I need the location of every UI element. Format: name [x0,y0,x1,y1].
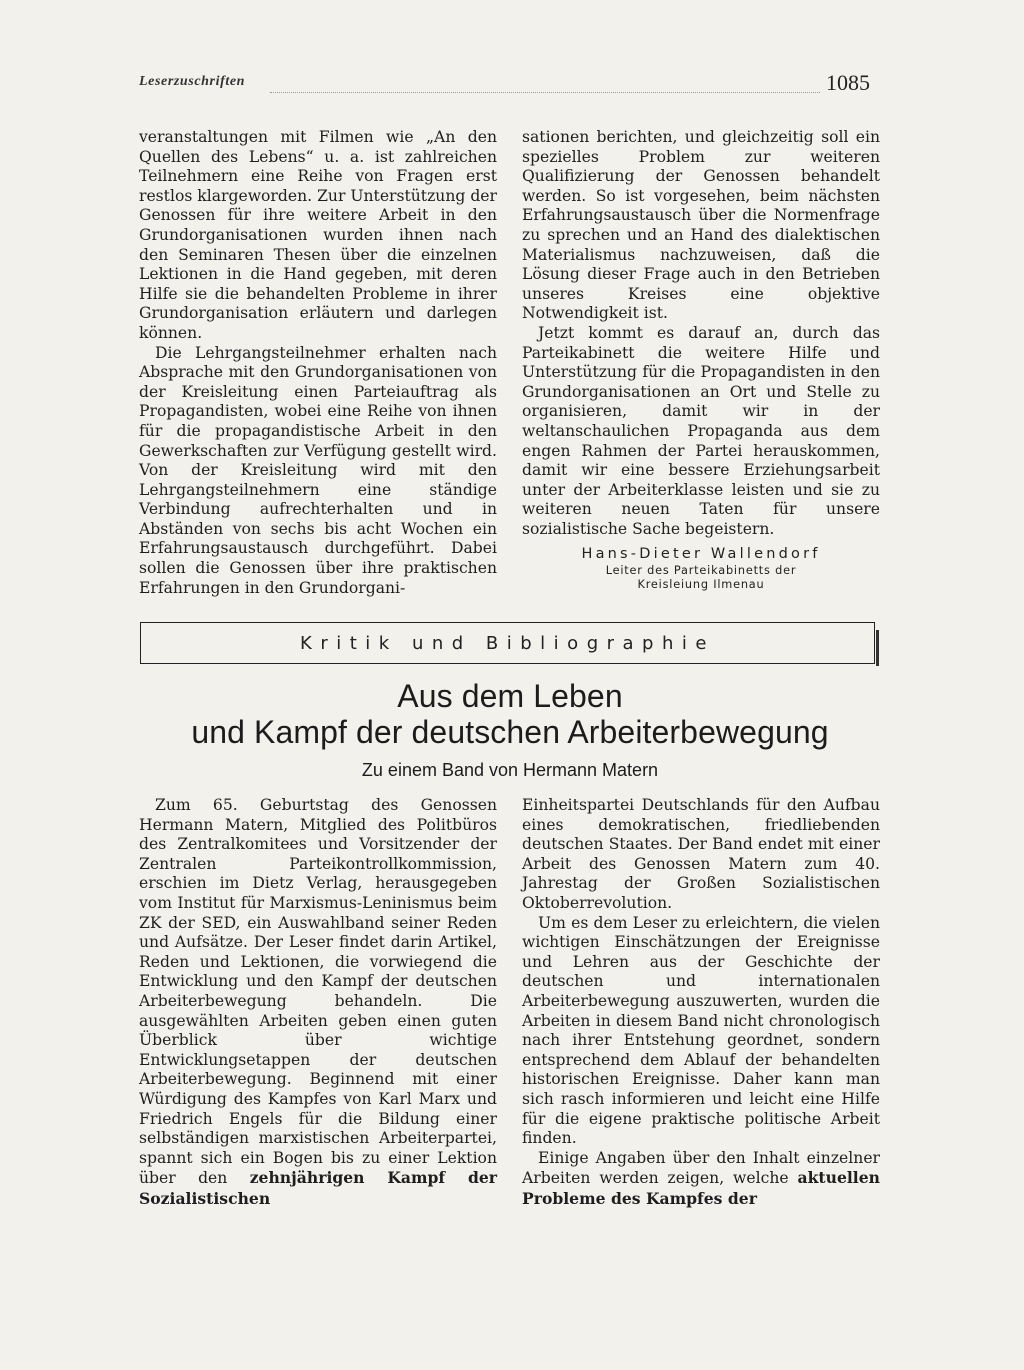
signature-role: Leiter des Parteikabinetts der [605,564,797,577]
page-number: 1085 [826,70,870,95]
signature-name: Hans-Dieter Wallendorf [581,546,821,562]
article-column-right [522,796,880,1209]
running-head: Leserzuschriften [139,74,246,89]
section-heading: Kritik und Bibliographie [300,633,715,654]
article-title [140,678,880,750]
article-paragraph: Um es dem Leser zu erleichtern, die vielen wichtigen Einschätzungen der Ereignisse und Lehren aus der Geschichte der deutschen und internationalen Arbeiterbewegung auszuwerten, wurden die Arbeiten in diesem Band nicht chronologisch nach ihrer Entstehung geordnet, sondern entsprechend dem Ablauf der behandelten historischen Ereignisse. Daher kann man sich rasch informieren und leicht eine Hilfe für die eigene praktische politische Arbeit finden. [522,913,880,1148]
article-paragraph: Einheitspartei Deutschlands für den Aufbau eines demokratischen, friedliebenden deutschen Staates. Der Band endet mit einer Arbeit des Genossen Matern zum 40. Jahrestag der Großen Sozialistischen Oktoberrevolution. [522,796,880,912]
letter-paragraph: Jetzt kommt es darauf an, durch das Parteikabinett die weitere Hilfe und Unterstützung für die Propagandisten in den Grundorganisationen an Ort und Stelle zu organisieren, damit wir in der weltanschaulichen Propaganda aus dem engen Rahmen der Partei herauskommen, damit wir eine bessere Erziehungsarbeit unter der Arbeiterklasse leisten und sie zu weiteren neuen Taten für unsere sozialistische Sache begeistern. [522,323,880,538]
letter-paragraph: sationen berichten, und gleichzeitig soll ein spezielles Problem zur weiteren Qualifizierung der Genossen behandelt werden. So ist vorgesehen, beim nächsten Erfahrungsaustausch über die Normenfrage zu sprechen und an Hand des dialektischen Materialismus nachzuweisen, daß die Lösung dieser Frage auch in den Betrieben unseres Kreises eine objektive Notwendigkeit ist. [522,128,880,323]
letter-column-left [139,128,497,598]
article-column-left [139,796,497,1209]
article-bold-text: aktuellen Probleme des Kampfes der [522,1168,880,1208]
article-paragraph [522,1149,880,1210]
letter-signature [522,544,880,592]
article-bold-text: zehnjährigen Kampf der Sozialistischen [139,1168,497,1208]
article-paragraph [139,796,497,1209]
article-title-line-2: und Kampf der deutschen Arbeiterbewegung [191,714,829,750]
article-title-line-1: Aus dem Leben [397,678,623,714]
article-text: Einige Angaben über den Inhalt einzelner Arbeiten werden zeigen, welche [522,1148,880,1188]
letter-paragraph: Die Lehrgangsteilnehmer erhalten nach Absprache mit den Grundorganisationen von der Kreisleitung einen Parteiauftrag als Propagandisten, wobei eine Reihe von ihnen für die propagandistische Arbeit in den Gewerkschaften zur Verfügung gestellt wird. Von der Kreisleitung wird mit den Lehrgangsteilnehmern eine ständige Verbindung aufrechterhalten und in Abständen von sechs bis acht Wochen ein Erfahrungsaustausch durchgeführt. Dabei sollen die Genossen über ihre praktischen Erfahrungen in den Grundorgani- [139,343,497,597]
section-heading-shadow [876,630,879,666]
article-text: Zum 65. Geburtstag des Genossen Hermann Matern, Mitglied des Politbüros des Zentralkomitees und Vorsitzender der Zentralen Parteikontrollkommission, erschien im Dietz Verlag, herausgegeben vom Institut für Marxismus-Leninismus beim ZK der SED, ein Auswahlband seiner Reden und Aufsätze. Der Leser findet darin Artikel, Reden und Lektionen, die vorwiegend die Entwicklung und den Kampf der deutschen Arbeiterbewegung behandeln. Die ausgewählten Arbeiten geben einen guten Überblick über wichtige Entwicklungsetappen der deutschen Arbeiterbewegung. Beginnend mit einer Würdigung des Kampfes von Karl Marx und Friedrich Engels für die Bildung einer selbständigen marxistischen Arbeiterpartei, spannt sich ein Bogen bis zu einer Lektion über den [139,796,497,1188]
header-rule [270,92,820,93]
article-subtitle: Zu einem Band von Hermann Matern [361,760,659,780]
signature-organization: Kreisleiung Ilmenau [637,578,765,591]
letter-column-right [522,128,880,539]
letter-paragraph: veranstaltungen mit Filmen wie „An den Quellen des Lebens“ u. a. ist zahlreichen Teilnehmern eine Reihe von Fragen erst restlos klargeworden. Zur Unterstützung der Genossen für ihre weitere Arbeit in den Grundorganisationen wurden ihnen nach den Seminaren Thesen über die einzelnen Lektionen in die Hand gegeben, mit deren Hilfe sie die behandelten Probleme in ihrer Grundorganisation erläutern und darlegen können. [139,128,497,342]
